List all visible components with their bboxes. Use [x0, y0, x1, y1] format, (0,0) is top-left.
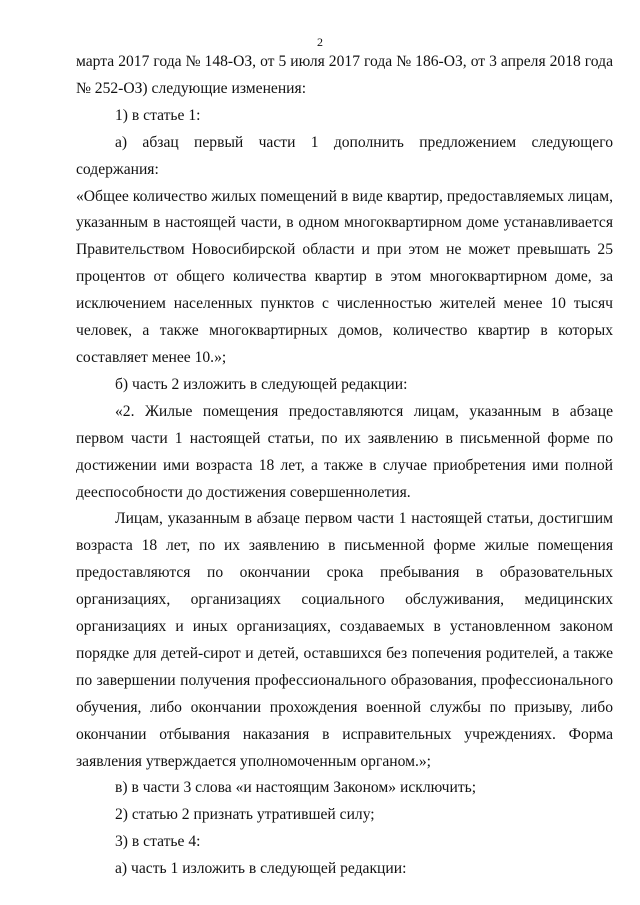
- paragraph: а) абзац первый части 1 дополнить предложением следующего содержания:: [76, 133, 613, 178]
- paragraph: б) часть 2 изложить в следующей редакции:: [115, 375, 408, 393]
- paragraph: 2) статью 2 признать утратившей силу;: [115, 806, 375, 824]
- paragraph: а) часть 1 изложить в следующей редакции:: [115, 860, 407, 878]
- paragraph: 1) в статье 1:: [115, 106, 201, 124]
- quoted-paragraph: «2. Жилые помещения предоставляются лицам, указанным в абзаце первом части 1 настоящей статьи, по их заявлению в письменной форме по достижении ими возраста 18 лет, а также в случае приобретения ими полной дееспособности до достижения совершеннолетия.: [76, 402, 613, 501]
- paragraph: марта 2017 года № 148-ОЗ, от 5 июля 2017 года № 186-ОЗ, от 3 апреля 2018 года № 252-ОЗ) следующие изменения:: [76, 53, 613, 97]
- page-number: 2: [317, 35, 323, 49]
- document-body: [76, 49, 613, 883]
- quoted-paragraph: «Общее количество жилых помещений в виде квартир, предоставляемых лицам, указанным в настоящей части, в одном многоквартирном доме устанавливается Правительством Новосибирской области и при этом не может превышать 25 процентов от общего количества квартир в этом многоквартирном доме, за исключением населенных пунктов с численностью жителей менее 10 тысяч человек, а также многоквартирных домов, количество квартир в которых составляет менее 10.»;: [76, 187, 613, 366]
- paragraph: 3) в статье 4:: [115, 833, 201, 851]
- paragraph: в) в части 3 слова «и настоящим Законом» исключить;: [115, 779, 477, 797]
- quoted-paragraph: Лицам, указанным в абзаце первом части 1 настоящей статьи, достигшим возраста 18 лет, по их заявлению в письменной форме жилые помещения предоставляются по окончании срока пребывания в образовательных организациях, организациях социального обслуживания, медицинских организациях и иных организациях, создаваемых в установленном законом порядке для детей-сирот и детей, оставшихся без попечения родителей, а также по завершении получения профессионального образования, профессионального обучения, либо окончании прохождения военной службы по призыву, либо окончании отбывания наказания в исправительных учреждениях. Форма заявления утверждается уполномоченным органом.»;: [76, 510, 613, 770]
